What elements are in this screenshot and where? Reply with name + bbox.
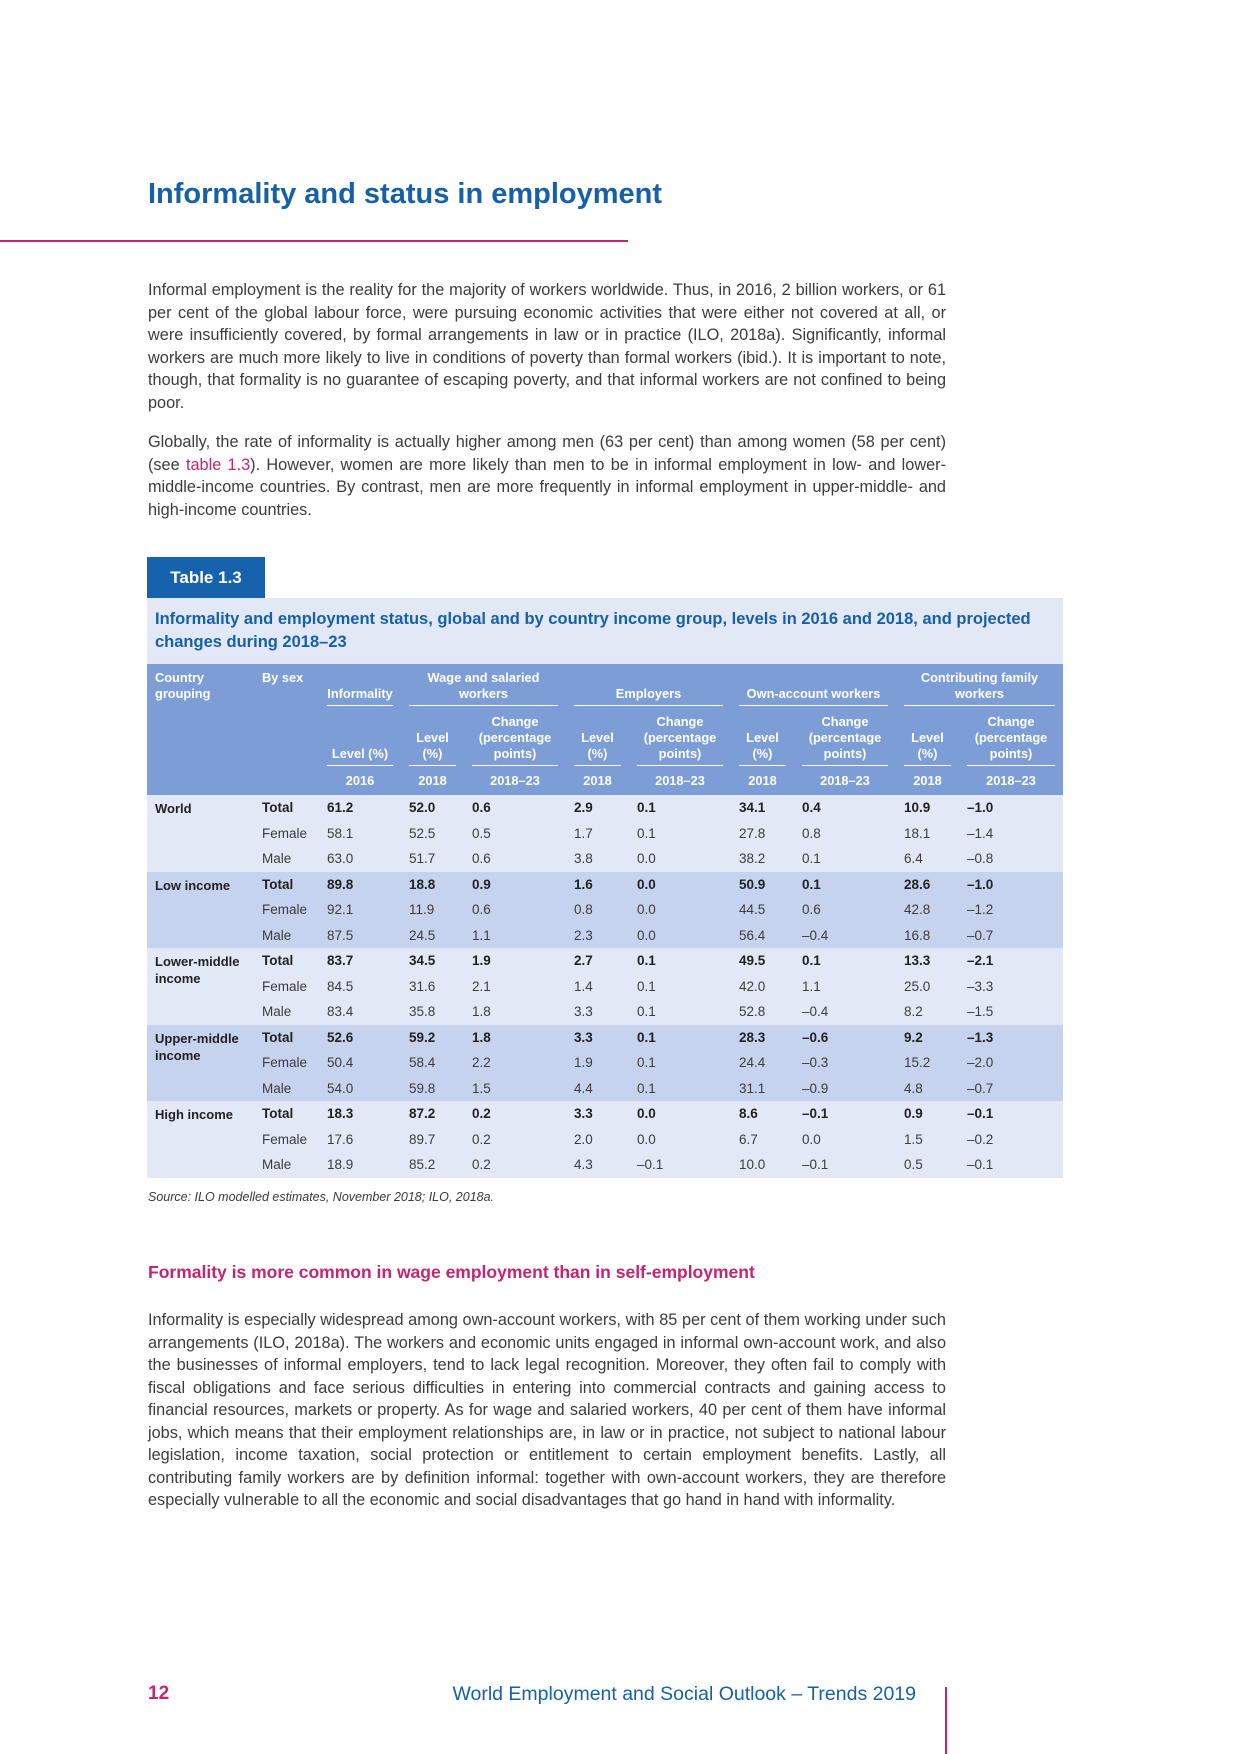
value-cell: 87.5: [319, 923, 401, 949]
value-cell: 49.5: [731, 948, 794, 974]
header-year: 2018: [731, 766, 794, 795]
value-cell: 18.9: [319, 1152, 401, 1178]
header-employers: Employers: [566, 664, 731, 706]
value-cell: 18.3: [319, 1101, 401, 1127]
value-cell: 18.8: [401, 872, 464, 898]
value-cell: 31.6: [401, 974, 464, 1000]
informality-table: [147, 664, 1063, 1178]
sex-cell: Total: [254, 948, 319, 974]
table-row: [147, 821, 1063, 847]
value-cell: –3.3: [959, 974, 1063, 1000]
value-cell: 2.1: [464, 974, 566, 1000]
value-cell: 84.5: [319, 974, 401, 1000]
value-cell: 18.1: [896, 821, 959, 847]
value-cell: 58.1: [319, 821, 401, 847]
table-row: [147, 1152, 1063, 1178]
value-cell: –0.4: [794, 923, 896, 949]
table-row: [147, 1025, 1063, 1051]
table-row: [147, 999, 1063, 1025]
value-cell: 25.0: [896, 974, 959, 1000]
value-cell: –0.1: [629, 1152, 731, 1178]
value-cell: 0.0: [629, 846, 731, 872]
value-cell: 54.0: [319, 1076, 401, 1102]
value-cell: 1.1: [794, 974, 896, 1000]
sex-cell: Male: [254, 1076, 319, 1102]
value-cell: 16.8: [896, 923, 959, 949]
value-cell: 1.1: [464, 923, 566, 949]
value-cell: 0.2: [464, 1152, 566, 1178]
value-cell: 0.6: [464, 846, 566, 872]
value-cell: –0.8: [959, 846, 1063, 872]
value-cell: 8.2: [896, 999, 959, 1025]
table-label: Table 1.3: [147, 557, 265, 598]
value-cell: 50.4: [319, 1050, 401, 1076]
header-informality: Informality: [319, 664, 401, 706]
table-row: [147, 923, 1063, 949]
value-cell: –0.1: [794, 1101, 896, 1127]
value-cell: –2.1: [959, 948, 1063, 974]
value-cell: 28.6: [896, 872, 959, 898]
value-cell: 85.2: [401, 1152, 464, 1178]
value-cell: 0.1: [629, 999, 731, 1025]
value-cell: 0.0: [629, 923, 731, 949]
value-cell: –2.0: [959, 1050, 1063, 1076]
value-cell: –0.7: [959, 1076, 1063, 1102]
value-cell: 52.8: [731, 999, 794, 1025]
value-cell: 0.0: [629, 1101, 731, 1127]
value-cell: 8.6: [731, 1101, 794, 1127]
value-cell: 4.3: [566, 1152, 629, 1178]
value-cell: 0.0: [629, 897, 731, 923]
value-cell: 0.5: [896, 1152, 959, 1178]
table-row: [147, 872, 1063, 898]
value-cell: 50.9: [731, 872, 794, 898]
table-row: [147, 846, 1063, 872]
value-cell: –0.2: [959, 1127, 1063, 1153]
value-cell: 0.0: [794, 1127, 896, 1153]
footer-publication-title: World Employment and Social Outlook – Trends 2019: [452, 1683, 916, 1705]
paragraph-gender-text-1: Globally, the rate of informality is actually higher among men (63 per cent) than among women (58 per cent) (see: [148, 433, 946, 474]
table-caption: Informality and employment status, global and by country income group, levels in 2016 and 2018, and projected changes during 2018–23: [155, 610, 1031, 651]
paragraph-wage-employment: Informality is especially widespread among own-account workers, with 85 per cent of them working under such arrangements (ILO, 2018a). The workers and economic units engaged in informal own-account work, and also the businesses of informal employers, tend to lack legal recognition. Moreover, they often fail to comply with fiscal obligations and face serious difficulties in entering into commercial contracts and gaining access to financial resources, markets or property. As for wage and salaried workers, 40 per cent of them have informal jobs, which means that their employment relationships are, in law or in practice, not subject to national labour legislation, income taxation, social protection or entitlement to certain employment benefits. Lastly, all contributing family workers are by definition informal: together with own-account workers, they are therefore especially vulnerable to all the economic and social disadvantages that go hand in hand with informality.: [148, 1311, 946, 1509]
sex-cell: Female: [254, 897, 319, 923]
value-cell: 1.8: [464, 1025, 566, 1051]
header-level: Level (%): [731, 706, 794, 766]
sex-cell: Total: [254, 1025, 319, 1051]
table-row: [147, 1127, 1063, 1153]
value-cell: 3.3: [566, 1101, 629, 1127]
value-cell: 13.3: [896, 948, 959, 974]
sex-cell: Male: [254, 1152, 319, 1178]
header-year: 2018: [401, 766, 464, 795]
value-cell: 3.8: [566, 846, 629, 872]
header-level: Level (%): [401, 706, 464, 766]
value-cell: 52.5: [401, 821, 464, 847]
value-cell: 44.5: [731, 897, 794, 923]
country-grouping-cell: Low income: [147, 872, 254, 949]
value-cell: 31.1: [731, 1076, 794, 1102]
value-cell: 42.0: [731, 974, 794, 1000]
value-cell: 52.0: [401, 795, 464, 821]
value-cell: 0.9: [896, 1101, 959, 1127]
value-cell: –1.0: [959, 795, 1063, 821]
value-cell: 24.5: [401, 923, 464, 949]
header-wage-workers: Wage and salaried workers: [401, 664, 566, 706]
value-cell: 83.7: [319, 948, 401, 974]
value-cell: 11.9: [401, 897, 464, 923]
table-row: [147, 1050, 1063, 1076]
header-country-grouping: Country grouping: [147, 664, 254, 795]
table-reference-link[interactable]: table 1.3: [185, 455, 251, 474]
paragraph-intro: Informal employment is the reality for the majority of workers worldwide. Thus, in 2016, 2 billion workers, or 61 per cent of the global labour force, were pursuing economic activities that were either not covered at all, or were insufficiently covered, by formal arrangements in law or in practice (ILO, 2018a). Significantly, informal workers are much more likely to live in conditions of poverty than formal workers (ibid.). It is important to note, though, that formality is no guarantee of escaping poverty, and that informal workers are not confined to being poor.: [148, 281, 946, 412]
header-change: Change (percentage points): [629, 706, 731, 766]
value-cell: 28.3: [731, 1025, 794, 1051]
value-cell: 2.3: [566, 923, 629, 949]
value-cell: 4.8: [896, 1076, 959, 1102]
header-level: Level (%): [319, 706, 401, 766]
header-year: 2016: [319, 766, 401, 795]
value-cell: 0.1: [629, 821, 731, 847]
header-year: 2018: [566, 766, 629, 795]
value-cell: 34.5: [401, 948, 464, 974]
header-level: Level (%): [566, 706, 629, 766]
value-cell: 58.4: [401, 1050, 464, 1076]
value-cell: 9.2: [896, 1025, 959, 1051]
value-cell: –0.3: [794, 1050, 896, 1076]
value-cell: –1.5: [959, 999, 1063, 1025]
value-cell: –0.4: [794, 999, 896, 1025]
value-cell: –0.1: [794, 1152, 896, 1178]
sex-cell: Female: [254, 974, 319, 1000]
value-cell: 0.0: [629, 872, 731, 898]
value-cell: 2.7: [566, 948, 629, 974]
value-cell: 0.1: [629, 795, 731, 821]
table-body: [147, 795, 1063, 1178]
header-period: 2018–23: [464, 766, 566, 795]
table-row: [147, 897, 1063, 923]
header-year: 2018: [896, 766, 959, 795]
value-cell: 15.2: [896, 1050, 959, 1076]
table-row: [147, 948, 1063, 974]
value-cell: 0.6: [464, 795, 566, 821]
value-cell: –0.9: [794, 1076, 896, 1102]
header-contributing: Contributing family workers: [896, 664, 1063, 706]
value-cell: 0.1: [629, 1050, 731, 1076]
value-cell: 51.7: [401, 846, 464, 872]
value-cell: –0.7: [959, 923, 1063, 949]
value-cell: 10.0: [731, 1152, 794, 1178]
header-change: Change (percentage points): [959, 706, 1063, 766]
subheading: Formality is more common in wage employment than in self-employment: [148, 1262, 755, 1282]
sex-cell: Female: [254, 1127, 319, 1153]
value-cell: 1.5: [464, 1076, 566, 1102]
value-cell: 59.8: [401, 1076, 464, 1102]
value-cell: 56.4: [731, 923, 794, 949]
value-cell: 1.4: [566, 974, 629, 1000]
value-cell: 0.9: [464, 872, 566, 898]
value-cell: 0.1: [794, 872, 896, 898]
country-grouping-cell: Lower-middle income: [147, 948, 254, 1025]
value-cell: –0.1: [959, 1101, 1063, 1127]
value-cell: 0.2: [464, 1101, 566, 1127]
table-row: [147, 1101, 1063, 1127]
value-cell: 3.3: [566, 1025, 629, 1051]
header-by-sex: By sex: [254, 664, 319, 795]
value-cell: 17.6: [319, 1127, 401, 1153]
paragraph-gender: [148, 431, 946, 521]
value-cell: 0.5: [464, 821, 566, 847]
table-row: [147, 795, 1063, 821]
value-cell: 89.7: [401, 1127, 464, 1153]
value-cell: 1.9: [566, 1050, 629, 1076]
value-cell: 0.0: [629, 1127, 731, 1153]
header-period: 2018–23: [959, 766, 1063, 795]
value-cell: 24.4: [731, 1050, 794, 1076]
value-cell: 0.2: [464, 1127, 566, 1153]
value-cell: 0.8: [566, 897, 629, 923]
value-cell: 27.8: [731, 821, 794, 847]
value-cell: 63.0: [319, 846, 401, 872]
value-cell: 0.1: [629, 1076, 731, 1102]
value-cell: 2.9: [566, 795, 629, 821]
value-cell: 1.9: [464, 948, 566, 974]
table-source: Source: ILO modelled estimates, November 2018; ILO, 2018a.: [148, 1190, 495, 1204]
value-cell: 6.4: [896, 846, 959, 872]
value-cell: 1.7: [566, 821, 629, 847]
value-cell: 0.4: [794, 795, 896, 821]
footer-rule: [945, 1687, 947, 1754]
value-cell: –1.4: [959, 821, 1063, 847]
value-cell: 1.8: [464, 999, 566, 1025]
sex-cell: Female: [254, 1050, 319, 1076]
value-cell: 83.4: [319, 999, 401, 1025]
paragraph-gender-text-2: ). However, women are more likely than men to be in informal employment in low- and lower-middle-income countries. By contrast, men are more frequently in informal employment in upper-middle- and high-income countries.: [148, 455, 946, 519]
value-cell: 0.1: [629, 1025, 731, 1051]
sex-cell: Total: [254, 795, 319, 821]
value-cell: –1.0: [959, 872, 1063, 898]
value-cell: 0.6: [464, 897, 566, 923]
value-cell: 10.9: [896, 795, 959, 821]
country-grouping-cell: World: [147, 795, 254, 872]
value-cell: 0.1: [794, 846, 896, 872]
title-rule: [0, 240, 628, 242]
value-cell: 59.2: [401, 1025, 464, 1051]
value-cell: 87.2: [401, 1101, 464, 1127]
page-number: 12: [148, 1683, 170, 1704]
value-cell: –0.1: [959, 1152, 1063, 1178]
header-change: Change (percentage points): [464, 706, 566, 766]
value-cell: 2.2: [464, 1050, 566, 1076]
value-cell: 0.1: [629, 974, 731, 1000]
header-level: Level (%): [896, 706, 959, 766]
sex-cell: Male: [254, 923, 319, 949]
value-cell: 0.8: [794, 821, 896, 847]
value-cell: 4.4: [566, 1076, 629, 1102]
value-cell: 34.1: [731, 795, 794, 821]
value-cell: 0.1: [629, 948, 731, 974]
value-cell: 1.5: [896, 1127, 959, 1153]
value-cell: 0.1: [794, 948, 896, 974]
sex-cell: Female: [254, 821, 319, 847]
table-caption-box: [147, 598, 1063, 664]
section-title: Informality and status in employment: [148, 178, 663, 210]
value-cell: 52.6: [319, 1025, 401, 1051]
value-cell: 89.8: [319, 872, 401, 898]
value-cell: 35.8: [401, 999, 464, 1025]
value-cell: 2.0: [566, 1127, 629, 1153]
value-cell: 38.2: [731, 846, 794, 872]
value-cell: –1.3: [959, 1025, 1063, 1051]
header-period: 2018–23: [629, 766, 731, 795]
value-cell: 3.3: [566, 999, 629, 1025]
value-cell: 92.1: [319, 897, 401, 923]
header-change: Change (percentage points): [794, 706, 896, 766]
table-row: [147, 974, 1063, 1000]
sex-cell: Total: [254, 872, 319, 898]
value-cell: 0.6: [794, 897, 896, 923]
sex-cell: Total: [254, 1101, 319, 1127]
value-cell: –1.2: [959, 897, 1063, 923]
table-row: [147, 1076, 1063, 1102]
sex-cell: Male: [254, 999, 319, 1025]
sex-cell: Male: [254, 846, 319, 872]
value-cell: 61.2: [319, 795, 401, 821]
value-cell: 6.7: [731, 1127, 794, 1153]
country-grouping-cell: High income: [147, 1101, 254, 1178]
value-cell: –0.6: [794, 1025, 896, 1051]
country-grouping-cell: Upper-middle income: [147, 1025, 254, 1102]
value-cell: 42.8: [896, 897, 959, 923]
header-period: 2018–23: [794, 766, 896, 795]
value-cell: 1.6: [566, 872, 629, 898]
header-own-account: Own-account workers: [731, 664, 896, 706]
